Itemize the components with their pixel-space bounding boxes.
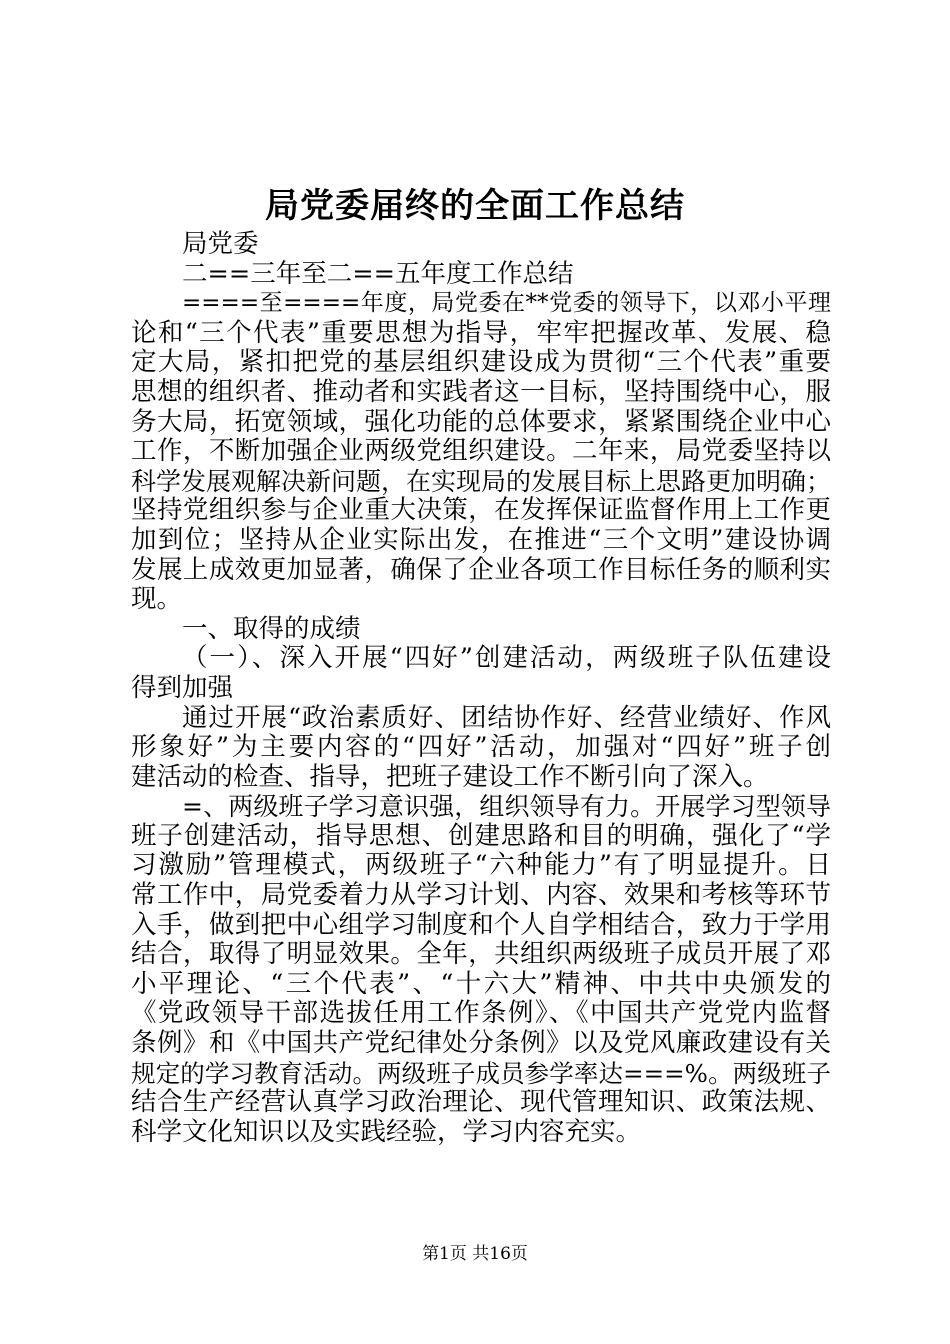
text-line: 入手，做到把中心组学习制度和个人自学相结合，致力于学用 (131, 910, 831, 940)
text-line: 习激励”管理模式，两级班子“六种能力”有了明显提升。日 (131, 851, 831, 881)
text-line: 建活动的检查、指导，把班子建设工作不断引向了深入。 (131, 762, 769, 792)
text-line: ====至====年度，局党委在**党委的领导下，以邓小平理 (182, 290, 831, 317)
text-line: 思想的组织者、推动者和实践者这一目标，坚持围绕中心，服 (131, 377, 831, 407)
text-line: 坚持党组织参与企业重大决策，在发挥保证监督作用上工作更 (131, 496, 831, 526)
document-title: 局党委届终的全面工作总结 (265, 186, 685, 226)
document-body (131, 230, 831, 1147)
text-line: 常工作中，局党委着力从学习计划、内容、效果和考核等环节 (131, 881, 831, 911)
page-footer: 第1页 共16页 (422, 1244, 528, 1264)
text-line: 发展上成效更加显著，确保了企业各项工作目标任务的顺利实 (131, 555, 831, 585)
text-line: 一、取得的成绩 (182, 614, 361, 644)
text-line: 论和“三个代表”重要思想为指导，牢牢把握改革、发展、稳 (131, 318, 831, 348)
text-line: 加到位；坚持从企业实际出发，在推进“三个文明”建设协调 (131, 525, 831, 555)
text-line: 科学发展观解决新问题，在实现局的发展目标上思路更加明确； (131, 466, 831, 496)
text-line: 形象好”为主要内容的“四好”活动，加强对“四好”班子创 (131, 733, 831, 763)
text-line: 结合，取得了明显效果。全年，共组织两级班子成员开展了邓 (131, 940, 831, 970)
text-line: （一）、深入开展“四好”创建活动，两级班子队伍建设 (182, 644, 831, 674)
text-line: 小平理论、“三个代表”、“十六大”精神、中共中央颁发的 (131, 969, 831, 999)
text-line: 得到加强 (131, 673, 234, 703)
text-line: 现。 (131, 585, 183, 615)
text-line: 工作，不断加强企业两级党组织建设。二年来，局党委坚持以 (131, 437, 831, 467)
text-line: 结合生产经营认真学习政治理论、现代管理知识、政策法规、 (131, 1088, 831, 1118)
text-line: 定大局，紧扣把党的基层组织建设成为贯彻“三个代表”重要 (131, 348, 831, 378)
text-line: 条例》和《中国共产党纪律处分条例》以及党风廉政建设有关 (131, 1029, 831, 1059)
text-line: =、两级班子学习意识强，组织领导有力。开展学习型领导 (182, 792, 831, 822)
text-line: 《党政领导干部选拔任用工作条例》、《中国共产党党内监督 (131, 999, 831, 1029)
text-line: 通过开展“政治素质好、团结协作好、经营业绩好、作风 (182, 703, 831, 733)
text-line: 二==三年至二==五年度工作总结 (182, 259, 574, 289)
text-line: 科学文化知识以及实践经验，学习内容充实。 (131, 1117, 642, 1147)
text-line: 规定的学习教育活动。两级班子成员参学率达===%。两级班子 (131, 1058, 831, 1088)
text-line: 班子创建活动，指导思想、创建思路和目的明确，强化了“学 (131, 821, 831, 851)
text-line: 务大局，拓宽领域，强化功能的总体要求，紧紧围绕企业中心 (131, 407, 831, 437)
text-line: 局党委 (182, 230, 259, 259)
